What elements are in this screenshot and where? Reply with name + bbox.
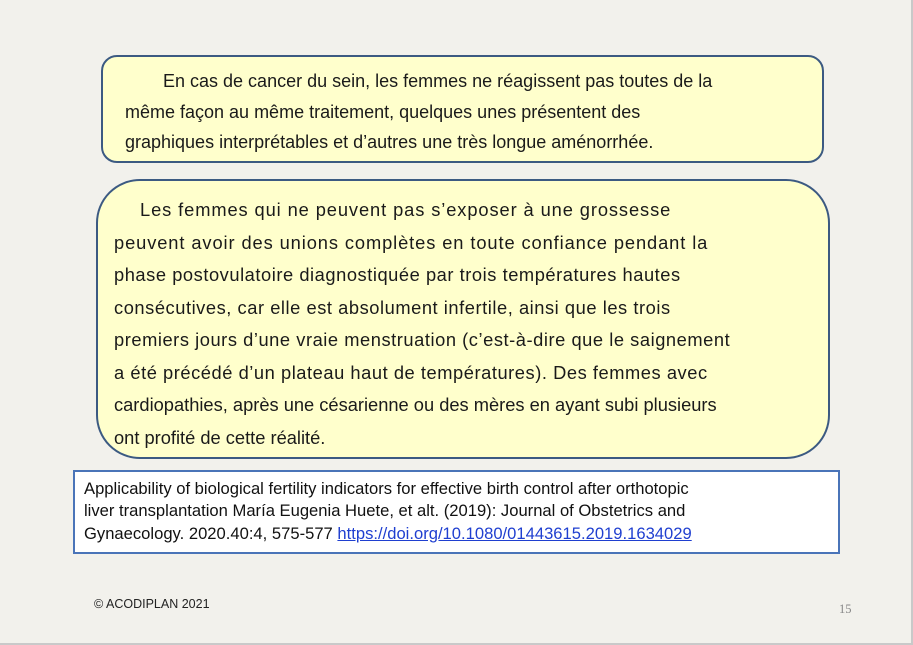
- breast-cancer-text-box: [101, 55, 824, 163]
- reference-line-3-text: Gynaecology. 2020.40:4, 575-577: [84, 523, 338, 543]
- box1-line-1: En cas de cancer du sein, les femmes ne réagissent pas toutes de la: [163, 71, 713, 91]
- box2-line-2: peuvent avoir des unions complètes en toute confiance pendant la: [114, 231, 709, 253]
- reference-line-3: [84, 523, 830, 545]
- copyright-footer: © ACODIPLAN 2021: [94, 597, 210, 611]
- reference-line-2: liver transplantation María Eugenia Huete, et alt. (2019): Journal of Obstetrics and: [84, 501, 686, 521]
- box1-line-3: graphiques interprétables et d’autres une très longue aménorrhée.: [125, 132, 654, 152]
- box2-line-5: premiers jours d’une vraie menstruation (c’est-à-dire que le saignement: [114, 329, 731, 350]
- box1-line-2: même façon au même traitement, quelques unes présentent des: [125, 101, 641, 122]
- box2-line-7: cardiopathies, après une césarienne ou des mères en ayant subi plusieurs: [114, 394, 717, 415]
- reference-citation-box: [73, 470, 840, 554]
- page-number: 15: [839, 602, 852, 616]
- postovulatory-phase-text-box: [96, 179, 830, 459]
- box2-line-8: ont profité de cette réalité.: [114, 426, 326, 448]
- doi-link[interactable]: https://doi.org/10.1080/01443615.2019.1634029: [337, 523, 692, 543]
- box2-line-1: Les femmes qui ne peuvent pas s’exposer à une grossesse: [140, 199, 672, 220]
- box2-line-3: phase postovulatoire diagnostiquée par trois températures hautes: [114, 264, 681, 285]
- box2-line-6: a été précédé d’un plateau haut de températures). Des femmes avec: [114, 361, 708, 383]
- box2-line-4: consécutives, car elle est absolument infertile, ainsi que les trois: [114, 296, 671, 318]
- reference-line-1: Applicability of biological fertility indicators for effective birth control after orthotopic: [84, 479, 689, 498]
